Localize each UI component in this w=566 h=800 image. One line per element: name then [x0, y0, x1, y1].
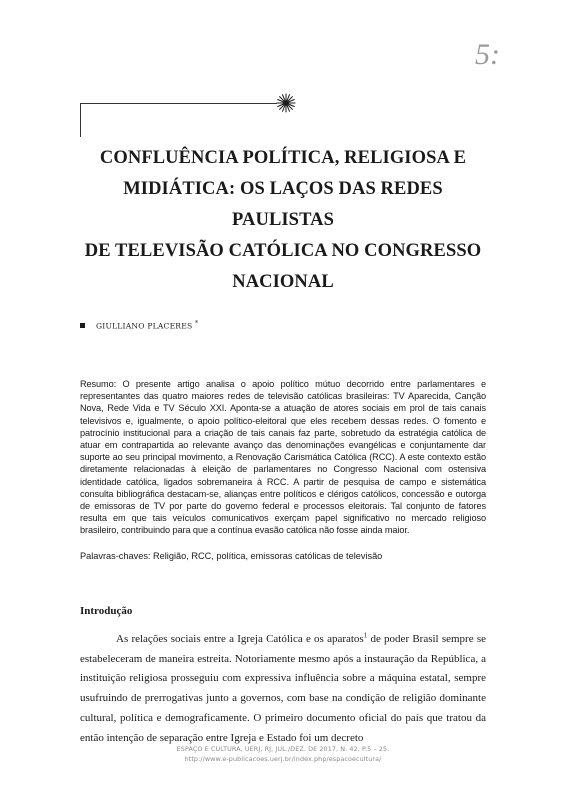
author-name-text: GIULLIANO PLACERES [96, 321, 193, 331]
abstract: Resumo: O presente artigo analisa o apoio político mútuo decorrido entre parlamentares e representantes das quatro maiores redes de televisão católicas brasileiras: TV Aparecida, Canção Nova, Rede Vida e TV Século XXI. Aponta-se a atuação de atores sociais em prol de tais canais televisivos e, igualmente, o apoio político-eleitoral que eles recebem dessas redes. O fomento e patrocínio institucional para a criação de tais canais faz parte, sobretudo da estratégia católica de atuar em contrapartida ao relevante avanço das denominações evangélicas e conjuntamente dar suporte ao seu principal movimento, a Renovação Carismática Católica (RCC). A este contexto estão diretamente relacionadas à eleição de parlamentares no Congresso Nacional com ostensiva identidade católica, ligados sobremaneira à RCC. A partir de pesquisa de campo e sistemática consulta bibliográfica destacam-se, alianças entre políticos e clérigos católicos, concessão e outorga de emissoras de TV por parte do governo federal e processos eleitorais. Tal conjunto de fatores resulta em que tais veículos comunicativos exerçam papel significativo no mercado religioso brasileiro, contribuindo para que a contínua evasão católica não fosse ainda maior. [80, 379, 486, 536]
footer-citation: ESPAÇO E CULTURA, UERJ, RJ, JUL./DEZ. DE 2017, N. 42, P.5 – 25. [176, 745, 390, 753]
title-line: CONFLUÊNCIA POLÍTICA, RELIGIOSA E [99, 148, 467, 168]
title-line: MIDIÁTICA: OS LAÇOS DAS REDES PAULISTAS [123, 179, 443, 230]
square-bullet-icon [80, 323, 85, 328]
article-title [80, 143, 486, 298]
author-name [96, 320, 198, 331]
keywords: Palavras-chaves: Religião, RCC, política, emissoras católicas de televisão [80, 551, 383, 561]
body-paragraph [80, 630, 486, 748]
body-text-rest: de poder Brasil sempre se estabeleceram de maneira estreita. Notoriamente mesmo após a instauração da República, a instituição religiosa prosseguiu com expressiva influência sobre a máquina estatal, sempre usufruindo de prerrogativas junto a governos, com base na condição de religião dominante cultural, política e demograficamente. O primeiro documento oficial do país que tratou da então intenção de separação entre Igreja e Estado foi um decreto [80, 633, 486, 744]
author-footnote-mark: * [195, 319, 199, 327]
title-frame-vertical-rule [80, 103, 81, 137]
section-heading-introduction: Introdução [80, 605, 133, 617]
footer-url[interactable]: http://www.e-publicacoes.uerj.br/index.php/espacoecultura/ [184, 754, 382, 763]
footnote-reference[interactable]: 1 [363, 631, 368, 640]
title-line: DE TELEVISÃO CATÓLICA NO CONGRESSO [84, 241, 482, 261]
page-footer [80, 745, 486, 764]
title-line: NACIONAL [232, 272, 334, 292]
author-line [80, 319, 198, 331]
sunburst-ornament-icon [276, 93, 296, 113]
body-text-start: As relações sociais entre a Igreja Católica e os aparatos [116, 633, 364, 645]
chapter-number: 5: [475, 38, 500, 71]
title-frame-horizontal-rule [80, 103, 277, 104]
